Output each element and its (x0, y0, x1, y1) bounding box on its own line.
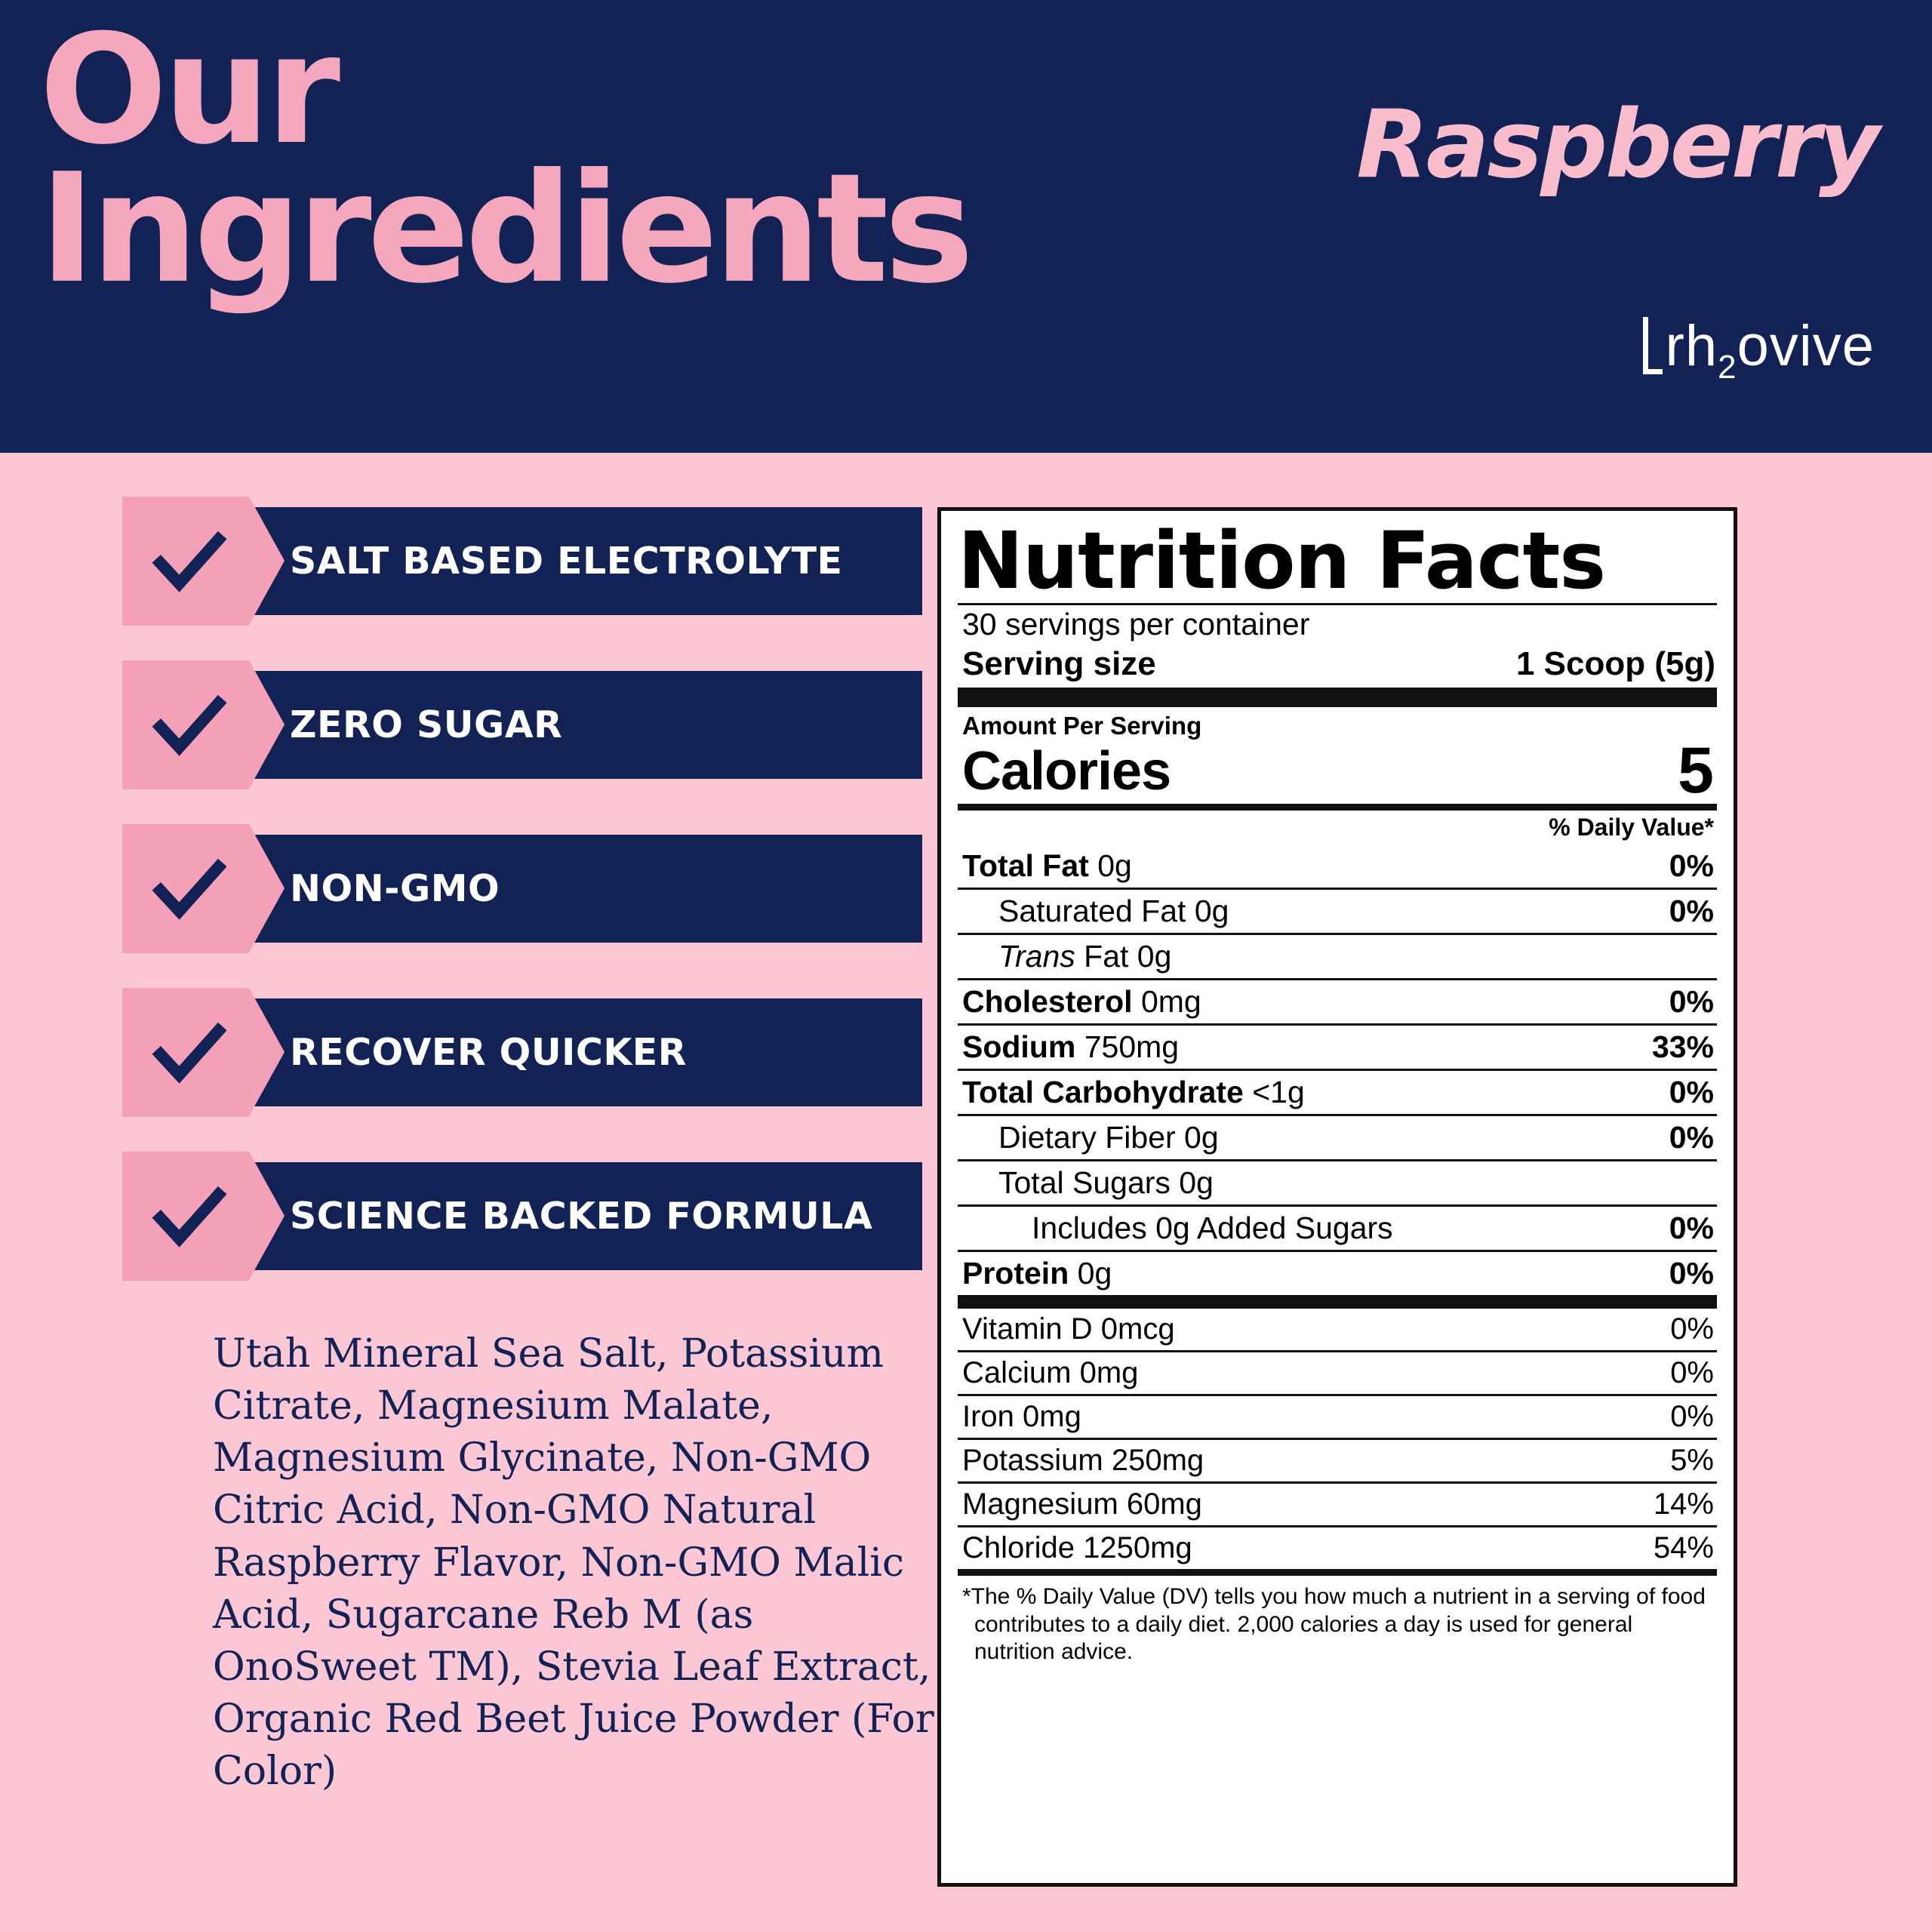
brand-name-tail: ovive (1737, 314, 1875, 378)
nutrient-dv: 0% (1669, 1256, 1714, 1291)
nutrient-row (958, 1252, 1717, 1295)
divider-thick (958, 688, 1717, 707)
nutrient-dv: 0% (1669, 1211, 1714, 1245)
nutrient-row (958, 935, 1717, 980)
daily-value-footnote: *The % Daily Value (DV) tells you how much a nutrient in a serving of food contributes to a daily diet. 2,000 calories a day is used for general nutrition advice. (962, 1584, 1706, 1665)
header-band (0, 0, 1932, 453)
flavor-name: Raspberry (1356, 91, 1878, 199)
vitamin-row (958, 1396, 1717, 1440)
nutrient-name-bold: Total Carbohydrate (962, 1075, 1244, 1109)
nutrient-name-bold: Total Fat (962, 848, 1089, 883)
nutrient-name (962, 1075, 1305, 1110)
feature-label: SALT BASED ELECTROLYTE (290, 540, 843, 583)
nutrient-dv: 0% (1669, 984, 1714, 1019)
calories-label: Calories (962, 741, 1171, 801)
nutrient-name: Dietary Fiber 0g (998, 1120, 1219, 1155)
feature-item (198, 1162, 922, 1270)
vitamin-dv: 5% (1670, 1444, 1714, 1477)
nutrient-dv: 0% (1669, 1120, 1714, 1155)
check-icon (149, 522, 228, 601)
nutrition-facts-panel (937, 507, 1737, 1887)
vitamin-dv: 0% (1670, 1356, 1714, 1389)
nutrient-row (958, 1161, 1717, 1207)
page-title-line1: Our (39, 2, 337, 178)
vitamin-row (958, 1309, 1717, 1352)
nutrient-row (958, 1071, 1717, 1116)
nutrient-row (958, 1026, 1717, 1071)
vitamin-dv: 0% (1670, 1400, 1714, 1433)
vitamin-row (958, 1484, 1717, 1527)
nutrient-name (962, 1256, 1112, 1291)
nutrient-row (958, 890, 1717, 935)
divider-medium (958, 804, 1717, 811)
feature-label: NON-GMO (290, 867, 500, 910)
feature-label: SCIENCE BACKED FORMULA (290, 1195, 873, 1238)
nutrient-name-rest: <1g (1243, 1075, 1305, 1109)
nutrient-dv: 0% (1669, 1075, 1714, 1109)
nutrient-name: Saturated Fat 0g (998, 894, 1229, 928)
brand-name-main: rh (1665, 314, 1718, 378)
bracket-icon (1643, 317, 1663, 374)
nutrient-name-rest: Fat 0g (1075, 939, 1172, 974)
calories-value: 5 (1678, 734, 1714, 808)
vitamin-name: Calcium 0mg (962, 1356, 1139, 1389)
page-title (39, 2, 970, 317)
nutrient-dv: 0% (1669, 848, 1714, 883)
vitamin-row (958, 1352, 1717, 1396)
vitamin-name: Chloride 1250mg (962, 1531, 1192, 1564)
calories-row (958, 734, 1717, 808)
ingredients-paragraph: Utah Mineral Sea Salt, Potassium Citrate, Magnesium Malate, Magnesium Glycinate, Non-GMO Citric Acid, Non-GMO Natural Raspberry Flavor, Non-GMO Malic Acid, Sugarcane Reb M (as OnoSweet TM), Stevia Leaf Extract, Organic Red Beet Juice Powder (For Color) (213, 1331, 934, 1795)
brand-name-subscript: 2 (1718, 349, 1737, 386)
vitamin-dv: 0% (1670, 1312, 1714, 1346)
divider-black (958, 1295, 1717, 1309)
nutrient-name-rest: 750mg (1075, 1029, 1180, 1064)
nutrient-name: Includes 0g Added Sugars (1032, 1211, 1393, 1245)
feature-list (198, 507, 922, 1326)
servings-per-container: 30 servings per container (962, 607, 1310, 641)
vitamin-name: Vitamin D 0mcg (962, 1312, 1175, 1346)
nutrient-dv: 0% (1669, 894, 1714, 928)
check-icon (149, 686, 228, 764)
nutrient-name-rest: 0mg (1132, 984, 1201, 1019)
divider-medium (958, 1569, 1717, 1576)
check-icon (149, 1177, 228, 1256)
nutrient-name: Total Sugars 0g (998, 1165, 1214, 1200)
nutrient-name-bold: Protein (962, 1256, 1069, 1291)
check-badge (122, 988, 249, 1117)
check-badge (122, 660, 249, 789)
amount-per-serving-label: Amount Per Serving (962, 712, 1202, 740)
vitamin-row (958, 1527, 1717, 1569)
check-icon (149, 850, 228, 928)
daily-value-header: % Daily Value* (1549, 814, 1714, 841)
nutrient-name (962, 1029, 1179, 1065)
check-icon (149, 1014, 228, 1092)
feature-label: ZERO SUGAR (290, 703, 563, 746)
feature-item (198, 835, 922, 943)
nutrient-name-bold: Sodium (962, 1029, 1076, 1064)
vitamin-name: Potassium 250mg (962, 1444, 1204, 1477)
vitamin-row (958, 1440, 1717, 1484)
nutrient-name (962, 848, 1132, 884)
nutrient-name (962, 984, 1201, 1020)
nutrient-name-italic: Trans (998, 939, 1075, 974)
page-title-line2: Ingredients (39, 141, 970, 317)
nutrient-row (958, 980, 1717, 1026)
nutrient-name-rest: 0g (1069, 1256, 1112, 1291)
vitamin-dv: 54% (1653, 1531, 1714, 1564)
serving-size-row (958, 644, 1717, 688)
vitamin-name: Magnesium 60mg (962, 1487, 1202, 1521)
brand-logo (1643, 313, 1875, 386)
feature-label: RECOVER QUICKER (290, 1031, 687, 1074)
nutrient-row (958, 1116, 1717, 1161)
nutrient-name (962, 939, 1171, 974)
check-badge (122, 497, 249, 626)
vitamin-dv: 14% (1653, 1487, 1714, 1521)
nutrient-dv: 33% (1651, 1029, 1714, 1064)
serving-size-label: Serving size (962, 645, 1156, 682)
nutrient-name-rest: 0g (1088, 848, 1132, 883)
nutrient-row (958, 1207, 1717, 1252)
check-badge (122, 1152, 249, 1281)
nutrition-facts-title: Nutrition Facts (958, 515, 1606, 607)
feature-item (198, 998, 922, 1106)
serving-size-value: 1 Scoop (5g) (1515, 645, 1715, 682)
nutrient-row (958, 844, 1717, 890)
check-badge (122, 824, 249, 953)
vitamin-name: Iron 0mg (962, 1400, 1081, 1433)
nutrient-name-bold: Cholesterol (962, 984, 1133, 1019)
feature-item (198, 671, 922, 779)
feature-item (198, 507, 922, 615)
